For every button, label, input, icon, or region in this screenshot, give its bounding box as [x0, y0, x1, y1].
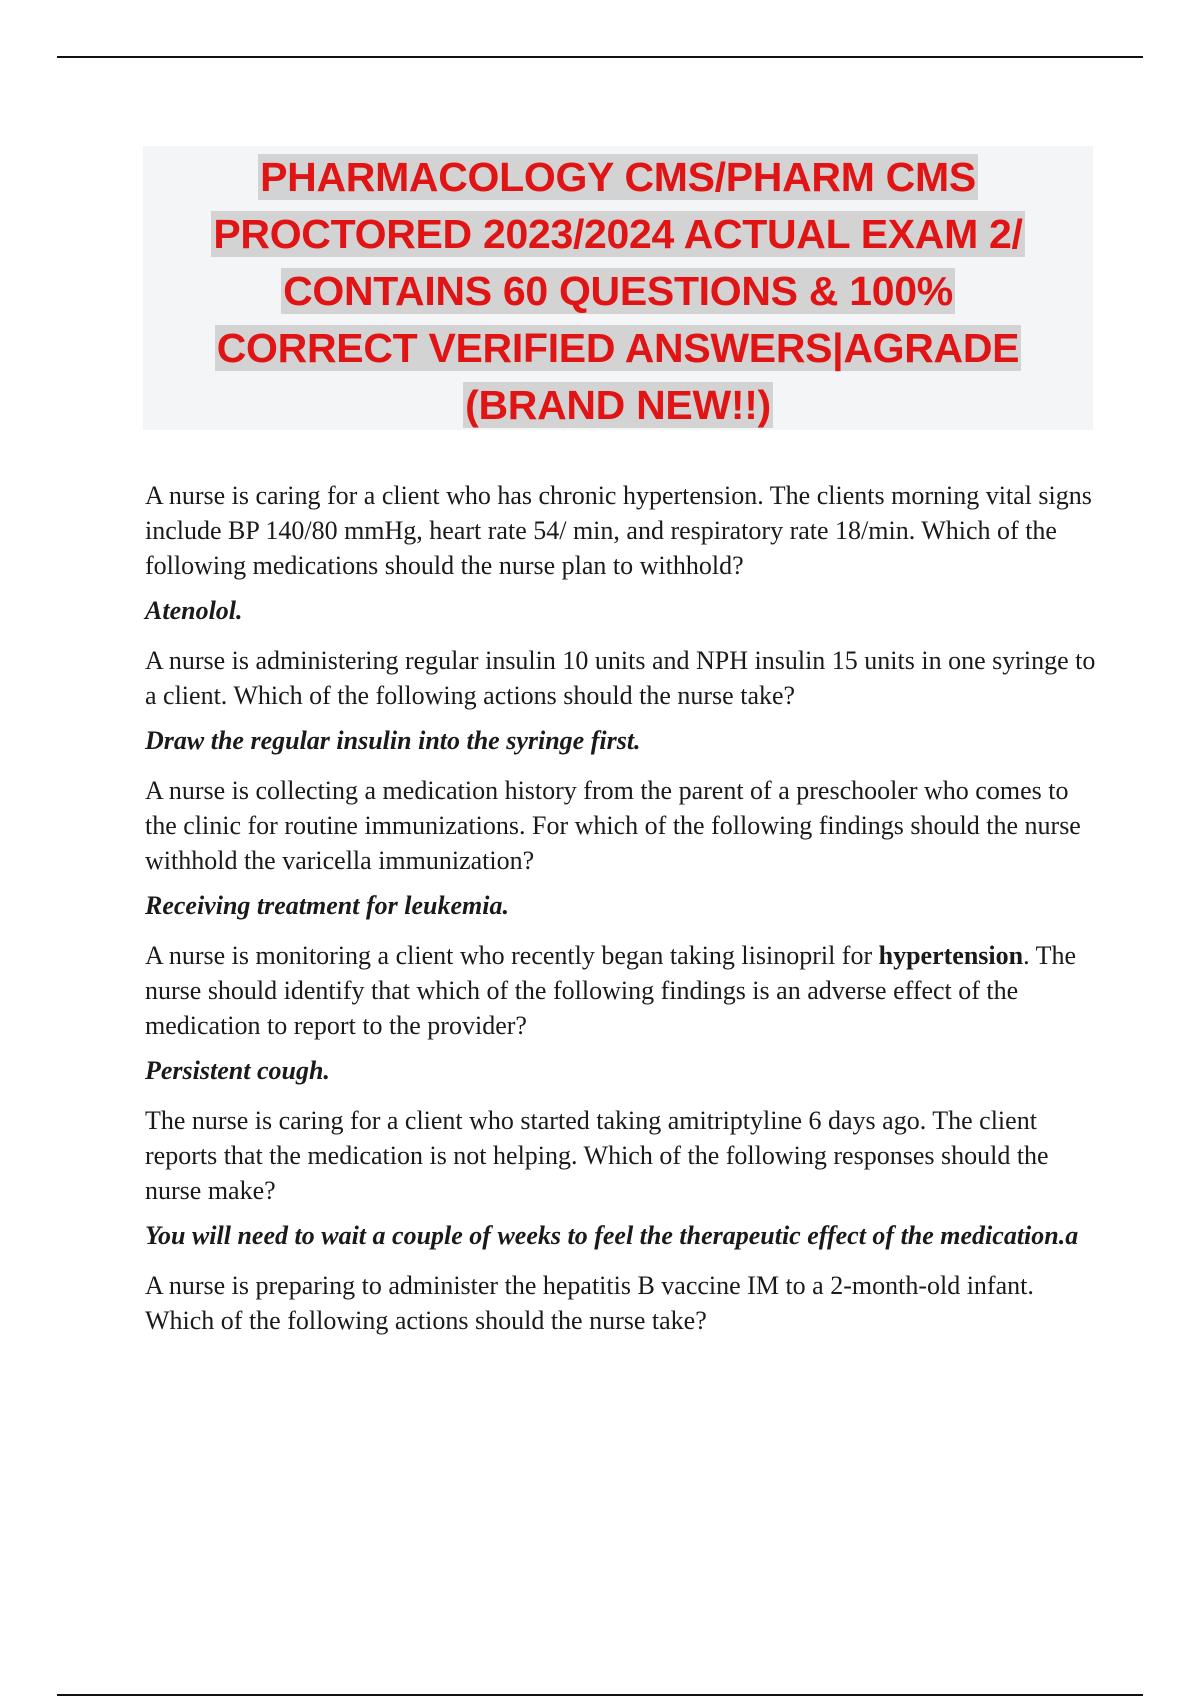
bottom-rule: [57, 1694, 1143, 1696]
answer-4: Persistent cough.: [145, 1056, 330, 1085]
answer-3: Receiving treatment for leukemia.: [145, 891, 509, 920]
question-4-text: A nurse is monitoring a client who recently began taking lisinopril for: [145, 941, 879, 970]
title-line: CORRECT VERIFIED ANSWERS|AGRADE: [216, 325, 1020, 371]
question-6: A nurse is preparing to administer the hepatitis B vaccine IM to a 2-month-old infant. Which of the following actions should the nurse take?: [145, 1271, 1034, 1335]
document-title: [143, 146, 1093, 434]
question-4: [145, 938, 1100, 1043]
question-1: A nurse is caring for a client who has chronic hypertension. The clients morning vital signs include BP 140/80 mmHg, heart rate 54/ min, and respiratory rate 18/min. Which of the following medications should the nurse plan to withhold?: [145, 481, 1092, 580]
question-4-emphasis: hypertension: [878, 941, 1024, 970]
question-5: The nurse is caring for a client who started taking amitriptyline 6 days ago. The client reports that the medication is not helping. Which of the following responses should the nurse make?: [145, 1106, 1049, 1205]
answer-5: You will need to wait a couple of weeks to feel the therapeutic effect of the medication.a: [145, 1221, 1079, 1250]
question-2: A nurse is administering regular insulin 10 units and NPH insulin 15 units in one syringe to a client. Which of the following actions should the nurse take?: [145, 646, 1096, 710]
title-line: PHARMACOLOGY CMS/PHARM CMS: [260, 154, 976, 200]
title-banner: [143, 146, 1093, 430]
question-list: [145, 478, 1100, 1348]
answer-1: Atenolol.: [145, 596, 243, 625]
title-line: PROCTORED 2023/2024 ACTUAL EXAM 2/: [213, 211, 1023, 257]
title-line: CONTAINS 60 QUESTIONS & 100%: [283, 268, 953, 314]
question-3: A nurse is collecting a medication history from the parent of a preschooler who comes to the clinic for routine immunizations. For which of the following findings should the nurse withhold the varicella immunization?: [145, 776, 1081, 875]
answer-2: Draw the regular insulin into the syringe first.: [145, 726, 641, 755]
question-4-text: . The nurse should identify that which of the following findings is an adverse effect of the medication to report to the provider?: [145, 941, 1077, 1040]
title-line: (BRAND NEW!!): [465, 382, 771, 428]
top-rule: [57, 56, 1143, 58]
